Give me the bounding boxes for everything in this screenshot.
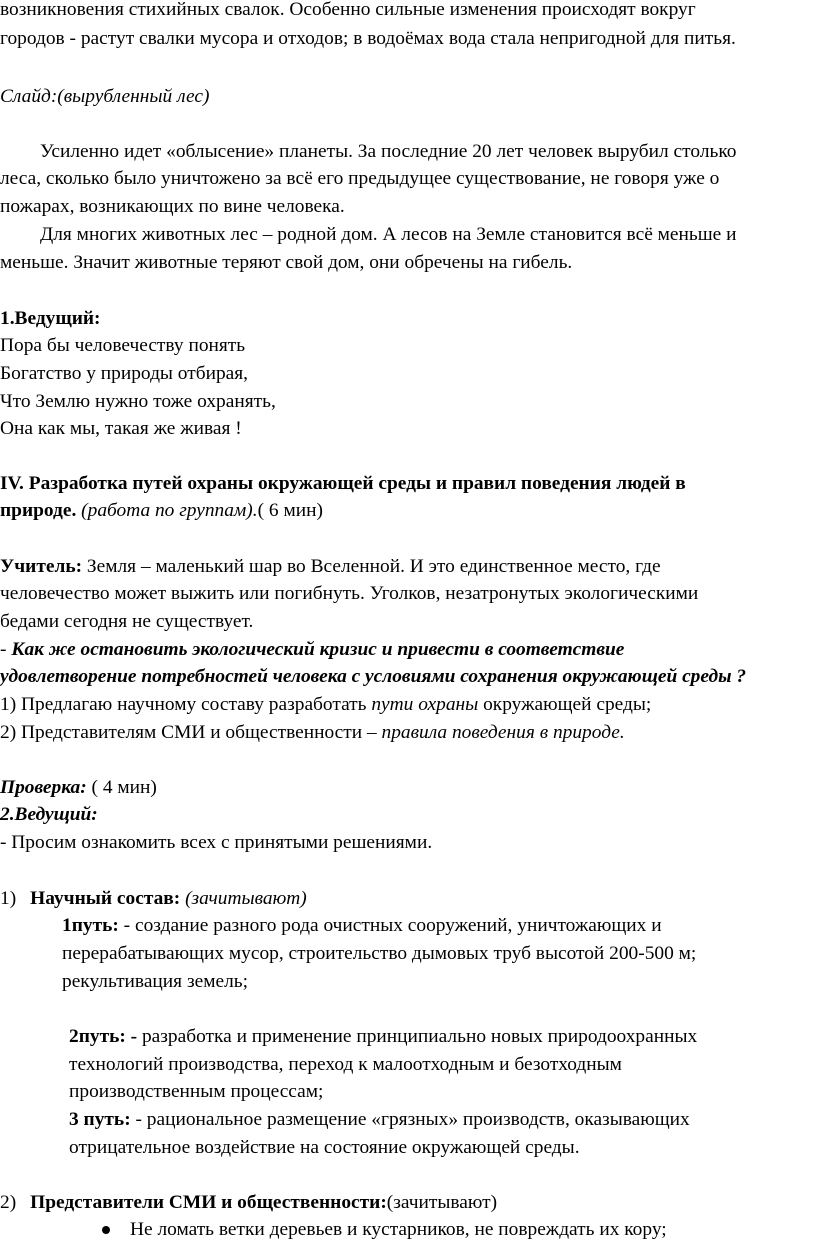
- task-text: 1) Предлагаю научному составу разработать: [0, 694, 372, 715]
- media-note: (зачитывают): [386, 1192, 498, 1213]
- path2-label: 2путь: -: [69, 1026, 138, 1047]
- host1-label: 1.Ведущий:: [0, 308, 101, 329]
- paragraph-line: производственным процессам;: [69, 1081, 324, 1102]
- task-emphasis: правила поведения в природе.: [381, 722, 625, 743]
- paragraph-line: городов - растут свалки мусора и отходов; в водоёмах вода стала непригодной для питья.: [0, 28, 736, 49]
- question-text: Как же остановить экологический кризис и привести в соответствие: [11, 639, 625, 660]
- poem-line: Пора бы человечеству понять: [0, 335, 246, 356]
- section-title-italic: (работа по группам).: [76, 500, 258, 521]
- teacher-label: Учитель:: [0, 556, 83, 577]
- paragraph-line: бедами сегодня не существует.: [0, 611, 254, 632]
- question-dash: -: [0, 639, 12, 660]
- paragraph-line: возникновения стихийных свалок. Особенно сильные изменения происходят вокруг: [0, 0, 696, 20]
- path2-line: [69, 1024, 697, 1050]
- section-title: IV. Разработка путей охраны окружающей среды и правил поведения людей в: [0, 473, 686, 494]
- task-text: 2) Представителям СМИ и общественности –: [0, 722, 382, 743]
- section-title-line2: [0, 498, 323, 524]
- section-time: ( 6 мин): [257, 500, 323, 521]
- path1-line: [62, 913, 662, 939]
- slide-note: Слайд:(вырубленный лес): [0, 86, 210, 107]
- path3-label: 3 путь:: [69, 1109, 131, 1130]
- list-item: Не ломать ветки деревьев и кустарников, не повреждать их кору;: [130, 1219, 667, 1240]
- path1-text: - создание разного рода очистных сооружений, уничтожающих и: [118, 915, 662, 936]
- section-title-bold: природе.: [0, 500, 77, 521]
- task-text: окружающей среды;: [478, 694, 652, 715]
- host2-label: 2.Ведущий:: [0, 804, 98, 825]
- paragraph-line: технологий производства, переход к малоотходным и безотходным: [69, 1054, 622, 1075]
- science-heading: [0, 886, 307, 912]
- paragraph-line: Для многих животных лес – родной дом. А лесов на Земле становится всё меньше и: [40, 224, 737, 245]
- poem-line: Что Землю нужно тоже охранять,: [0, 391, 276, 412]
- media-heading: [0, 1190, 497, 1216]
- paragraph-line: перерабатывающих мусор, строительство дымовых труб высотой 200-500 м;: [62, 943, 697, 964]
- path2-text: разработка и применение принципиально новых природоохранных: [137, 1026, 698, 1047]
- paragraph-line: человечество может выжить или погибнуть. Уголков, незатронутых экологическими: [0, 583, 699, 604]
- task-line: [0, 692, 651, 718]
- paragraph-line: - Просим ознакомить всех с принятыми решениями.: [0, 832, 433, 853]
- science-note: (зачитывают): [180, 888, 307, 909]
- bullet-icon: [102, 1226, 110, 1234]
- media-label: Представители СМИ и общественности:: [30, 1192, 387, 1213]
- science-label: Научный состав:: [30, 888, 181, 909]
- poem-line: Богатство у природы отбирая,: [0, 363, 249, 384]
- teacher-text: Земля – маленький шар во Вселенной. И это единственное место, где: [82, 556, 661, 577]
- check-line: [0, 775, 157, 801]
- check-time: ( 4 мин): [86, 777, 157, 798]
- paragraph-line: леса, сколько было уничтожено за всё его предыдущее существование, не говоря уже о: [0, 168, 720, 189]
- teacher-line: [0, 554, 661, 580]
- check-label: Проверка:: [0, 777, 87, 798]
- paragraph-line: меньше. Значит животные теряют свой дом, они обречены на гибель.: [0, 252, 573, 273]
- paragraph-line: Усиленно идет «облысение» планеты. За последние 20 лет человек вырубил столько: [40, 141, 737, 162]
- question-line: [0, 637, 624, 663]
- list-number: 2): [0, 1192, 17, 1213]
- paragraph-line: пожарах, возникающих по вине человека.: [0, 196, 345, 217]
- task-line: [0, 720, 625, 746]
- poem-line: Она как мы, такая же живая !: [0, 418, 242, 439]
- path3-line: [69, 1107, 690, 1133]
- list-number: 1): [0, 888, 17, 909]
- paragraph-line: рекультивация земель;: [62, 971, 248, 992]
- paragraph-line: отрицательное воздействие на состояние окружающей среды.: [69, 1137, 580, 1158]
- path3-text: - рациональное размещение «грязных» производств, оказывающих: [130, 1109, 690, 1130]
- task-emphasis: пути охраны: [371, 694, 479, 715]
- question-line: удовлетворение потребностей человека с условиями сохранения окружающей среды ?: [0, 666, 747, 687]
- path1-label: 1путь:: [62, 915, 119, 936]
